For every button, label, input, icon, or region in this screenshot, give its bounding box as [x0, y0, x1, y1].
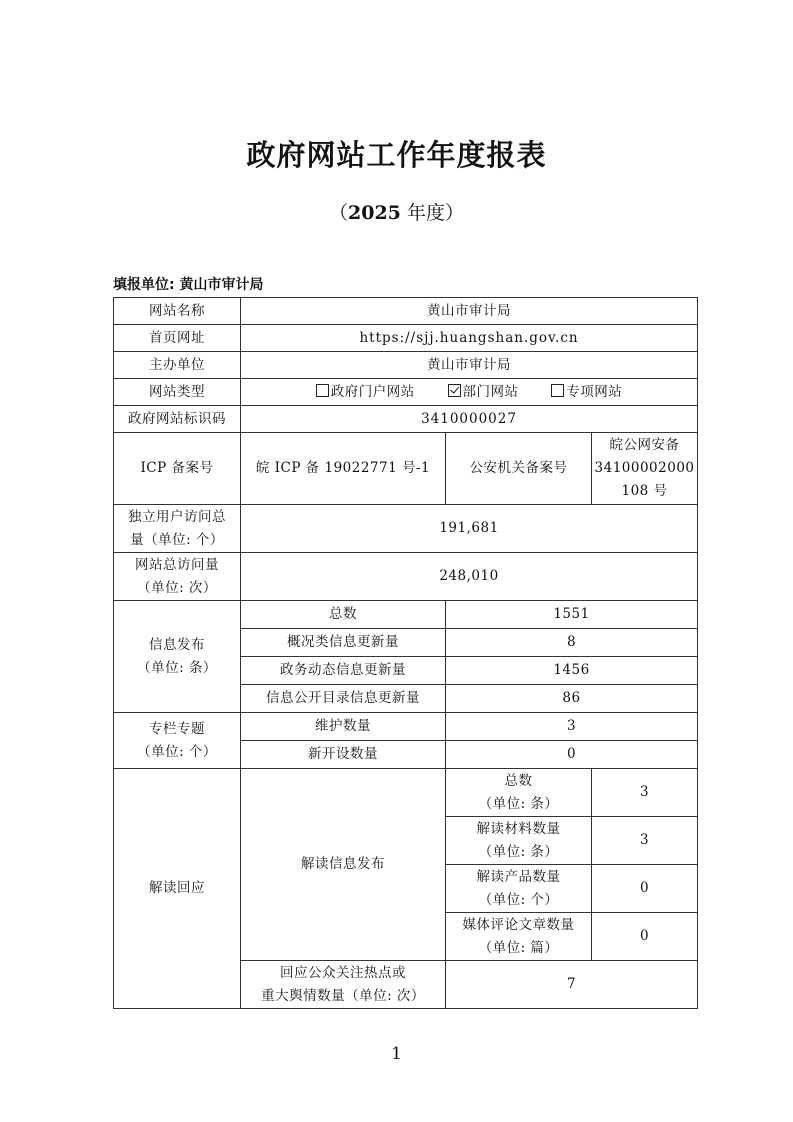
- table-row: [114, 352, 698, 379]
- table-row: [114, 713, 698, 741]
- table-row: [114, 325, 698, 352]
- column-item-value: 0: [446, 741, 698, 769]
- home-url-value: https://sjj.huangshan.gov.cn: [241, 325, 698, 352]
- info-item-label: 总数: [241, 601, 446, 629]
- page-title: 政府网站工作年度报表: [246, 138, 547, 172]
- interpret-item-value: 0: [592, 913, 698, 961]
- column-item-value: 3: [446, 713, 698, 741]
- site-type-option-department[interactable]: 部门网站: [448, 381, 519, 404]
- checkbox-icon[interactable]: [551, 384, 564, 397]
- info-label: 信息发布 （单位: 条）: [114, 601, 241, 713]
- uv-value: 191,681: [241, 505, 698, 553]
- info-item-value: 86: [446, 685, 698, 713]
- site-code-label: 政府网站标识码: [114, 406, 241, 433]
- checkbox-icon[interactable]: [316, 384, 329, 397]
- site-name-value: 黄山市审计局: [241, 298, 698, 325]
- checkbox-checked-icon[interactable]: [448, 384, 461, 397]
- site-type-label: 网站类型: [114, 379, 241, 406]
- host-unit-label: 主办单位: [114, 352, 241, 379]
- pv-label: 网站总访问量 （单位: 次）: [114, 553, 241, 601]
- site-type-option-special[interactable]: 专项网站: [551, 381, 622, 404]
- table-row: [114, 505, 698, 553]
- pv-value: 248,010: [241, 553, 698, 601]
- table-row: [114, 601, 698, 629]
- info-item-value: 1551: [446, 601, 698, 629]
- interpret-label: 解读回应: [114, 769, 241, 1009]
- fill-unit: 填报单位: 黄山市审计局: [113, 277, 264, 293]
- response-value: 7: [446, 961, 698, 1009]
- site-type-option-portal[interactable]: 政府门户网站: [316, 381, 415, 404]
- report-year: （2025 年度）: [329, 202, 464, 224]
- site-type-options: [241, 379, 698, 406]
- table-row: [114, 406, 698, 433]
- host-unit-value: 黄山市审计局: [241, 352, 698, 379]
- info-item-value: 1456: [446, 657, 698, 685]
- interpret-item-label: 媒体评论文章数量 （单位: 篇）: [446, 913, 592, 961]
- report-table: [113, 297, 698, 1009]
- column-label: 专栏专题 （单位: 个）: [114, 713, 241, 769]
- interpret-item-label: 解读产品数量 （单位: 个）: [446, 865, 592, 913]
- interpret-item-label: 解读材料数量 （单位: 条）: [446, 817, 592, 865]
- column-item-label: 新开设数量: [241, 741, 446, 769]
- uv-label: 独立用户访问总 量（单位: 个）: [114, 505, 241, 553]
- table-row: [114, 298, 698, 325]
- info-item-label: 政务动态信息更新量: [241, 657, 446, 685]
- interpret-sub-label: 解读信息发布: [241, 769, 446, 961]
- table-row: [114, 379, 698, 406]
- info-item-label: 信息公开目录信息更新量: [241, 685, 446, 713]
- home-url-label: 首页网址: [114, 325, 241, 352]
- icp-value: 皖 ICP 备 19022771 号-1: [241, 433, 446, 505]
- interpret-item-value: 3: [592, 769, 698, 817]
- police-record-label: 公安机关备案号: [446, 433, 592, 505]
- column-item-label: 维护数量: [241, 713, 446, 741]
- site-name-label: 网站名称: [114, 298, 241, 325]
- page-number: 1: [391, 1044, 402, 1064]
- info-item-value: 8: [446, 629, 698, 657]
- table-row: [114, 433, 698, 505]
- response-label: 回应公众关注热点或 重大舆情数量（单位: 次）: [241, 961, 446, 1009]
- interpret-item-value: 0: [592, 865, 698, 913]
- police-record-value: 皖公网安备 34100002000 108 号: [592, 433, 698, 505]
- interpret-item-label: 总数 （单位: 条）: [446, 769, 592, 817]
- icp-label: ICP 备案号: [114, 433, 241, 505]
- table-row: [114, 769, 698, 817]
- interpret-item-value: 3: [592, 817, 698, 865]
- site-code-value: 3410000027: [241, 406, 698, 433]
- table-row: [114, 553, 698, 601]
- info-item-label: 概况类信息更新量: [241, 629, 446, 657]
